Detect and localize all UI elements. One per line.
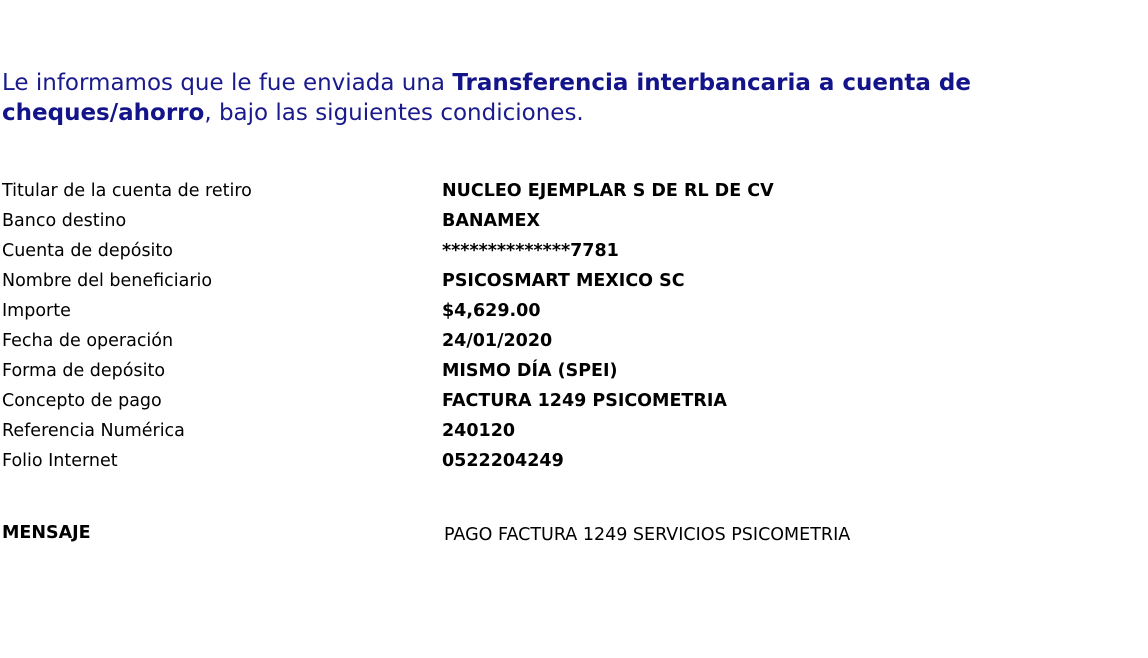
intro-prefix: Le informamos que le fue enviada una	[2, 70, 453, 96]
detail-value: **************7781	[442, 241, 619, 261]
transfer-details	[2, 176, 1102, 476]
detail-label: Referencia Numérica	[2, 421, 185, 441]
detail-row-fecha	[2, 326, 1102, 356]
detail-label: Cuenta de depósito	[2, 241, 173, 261]
detail-value: BANAMEX	[442, 211, 540, 231]
detail-value: PSICOSMART MEXICO SC	[442, 271, 685, 291]
message-value: PAGO FACTURA 1249 SERVICIOS PSICOMETRIA	[444, 525, 851, 545]
detail-label: Forma de depósito	[2, 361, 166, 381]
detail-value: 240120	[442, 421, 516, 441]
detail-value: FACTURA 1249 PSICOMETRIA	[442, 391, 727, 411]
detail-value: MISMO DÍA (SPEI)	[442, 361, 618, 381]
message-row	[2, 518, 1102, 548]
detail-label: Titular de la cuenta de retiro	[2, 181, 252, 201]
detail-row-banco	[2, 206, 1102, 236]
detail-row-concepto	[2, 386, 1102, 416]
detail-value: 24/01/2020	[442, 331, 553, 351]
detail-row-beneficiario	[2, 266, 1102, 296]
detail-row-referencia	[2, 416, 1102, 446]
intro-paragraph	[2, 68, 1062, 128]
detail-value: 0522204249	[442, 451, 564, 471]
detail-label: Concepto de pago	[2, 391, 162, 411]
detail-value: $4,629.00	[442, 301, 541, 321]
detail-row-folio	[2, 446, 1102, 476]
detail-label: Banco destino	[2, 211, 127, 231]
detail-row-cuenta	[2, 236, 1102, 266]
detail-label: Fecha de operación	[2, 331, 174, 351]
detail-label: Nombre del beneficiario	[2, 271, 213, 291]
detail-row-forma	[2, 356, 1102, 386]
detail-row-importe	[2, 296, 1102, 326]
detail-label: Importe	[2, 301, 71, 321]
detail-label: Folio Internet	[2, 451, 118, 471]
detail-row-titular	[2, 176, 1102, 206]
transfer-type: Transferencia interbancaria a cuenta de cheques/ahorro	[2, 70, 971, 126]
message-label: MENSAJE	[2, 523, 91, 543]
intro-suffix: , bajo las siguientes condiciones.	[204, 100, 584, 126]
detail-value: NUCLEO EJEMPLAR S DE RL DE CV	[442, 181, 774, 201]
